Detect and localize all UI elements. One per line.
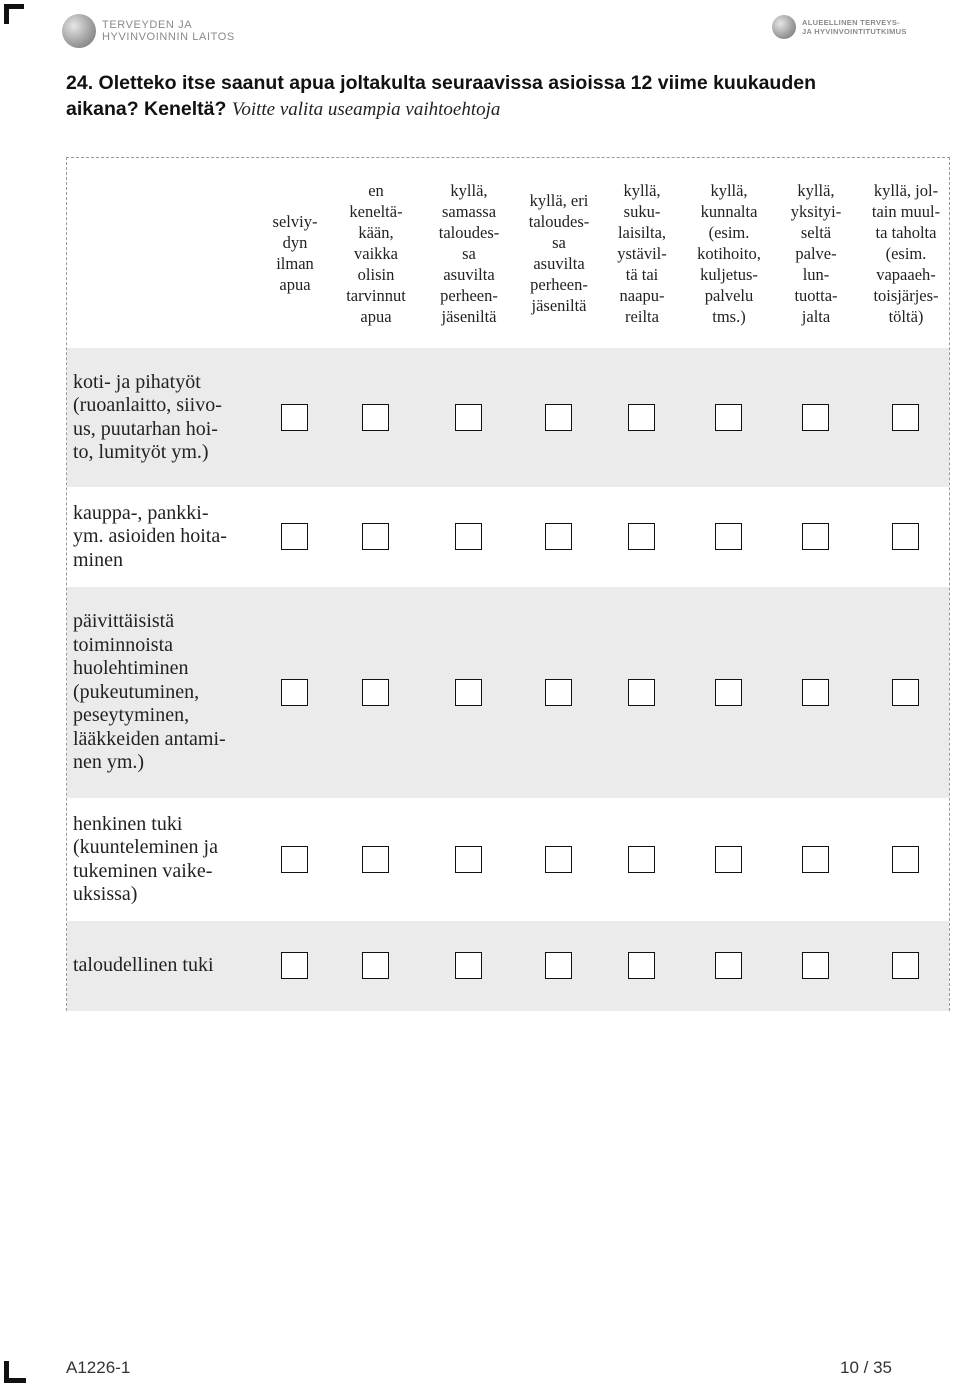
regional-logo-line1: ALUEELLINEN TERVEYS- xyxy=(802,18,900,27)
row-label-line: ym. asioiden hoita- xyxy=(73,525,227,548)
thl-logo-line1: TERVEYDEN JA xyxy=(102,19,193,31)
answer-checkbox[interactable] xyxy=(715,952,742,979)
column-header-line: kotihoito, xyxy=(697,243,761,263)
row-label-line: päivittäisistä xyxy=(73,610,175,633)
row-label xyxy=(73,348,222,487)
answer-checkbox[interactable] xyxy=(281,404,308,431)
column-header-line: suku- xyxy=(623,201,661,221)
column-header-line: olisin xyxy=(357,264,395,284)
column-header-line: kuljetus- xyxy=(700,264,758,284)
column-header-line: apua xyxy=(360,306,392,326)
answer-checkbox[interactable] xyxy=(892,523,919,550)
answer-checkbox[interactable] xyxy=(892,404,919,431)
row-label-line: henkinen tuki xyxy=(73,812,183,835)
column-header-line: tuotta- xyxy=(794,285,838,305)
row-label-line: to, lumityöt ym.) xyxy=(73,441,209,463)
column-header-line: tä tai xyxy=(625,264,659,284)
column-header-line: samassa xyxy=(441,201,497,221)
question-text-line1: Oletteko itse saanut apua joltakulta seuraavissa asioissa 12 viime kuukauden xyxy=(98,72,817,94)
column-header-line: tms.) xyxy=(712,306,746,326)
row-label-line: kauppa-, pankki- xyxy=(73,501,209,524)
globe-icon xyxy=(772,15,796,39)
column-header-3 xyxy=(439,158,499,348)
answer-grid xyxy=(66,157,950,1011)
answer-checkbox[interactable] xyxy=(545,523,572,550)
column-header-line: kyllä, xyxy=(450,180,488,200)
table-row xyxy=(67,921,949,1011)
row-label-line: tukeminen vaike- xyxy=(73,859,213,882)
row-label-line: (kuunteleminen ja xyxy=(73,836,218,858)
column-header-line: sa xyxy=(552,233,566,252)
answer-checkbox[interactable] xyxy=(281,846,308,873)
crop-mark-bottom-left xyxy=(4,1361,26,1383)
table-row xyxy=(67,348,949,487)
column-header-line: sa xyxy=(462,243,476,263)
answer-checkbox[interactable] xyxy=(545,952,572,979)
question-heading xyxy=(66,70,896,123)
column-header-line: vapaaeh- xyxy=(876,264,936,284)
column-header-line: lun- xyxy=(802,264,830,284)
answer-checkbox[interactable] xyxy=(362,952,389,979)
column-header-line: ystävil- xyxy=(617,243,667,263)
row-label-line: koti- ja pihatyöt xyxy=(73,370,201,393)
answer-checkbox[interactable] xyxy=(802,404,829,431)
answer-checkbox[interactable] xyxy=(545,404,572,431)
answer-checkbox[interactable] xyxy=(281,523,308,550)
answer-checkbox[interactable] xyxy=(802,846,829,873)
column-header-line: en xyxy=(368,180,384,200)
answer-checkbox[interactable] xyxy=(455,523,482,550)
column-header-line: naapu- xyxy=(619,285,665,305)
row-label xyxy=(73,487,227,587)
answer-checkbox[interactable] xyxy=(545,846,572,873)
page-number: 10 / 35 xyxy=(840,1358,892,1377)
answer-checkbox[interactable] xyxy=(455,404,482,431)
column-header-line: ilman xyxy=(276,254,314,273)
column-header-line: palvelu xyxy=(704,285,754,305)
globe-icon xyxy=(62,14,96,48)
answer-checkbox[interactable] xyxy=(281,679,308,706)
answer-checkbox[interactable] xyxy=(715,679,742,706)
table-row xyxy=(67,487,949,587)
answer-checkbox[interactable] xyxy=(455,679,482,706)
row-label-line: uksissa) xyxy=(73,883,138,905)
row-label-line: nen ym.) xyxy=(73,751,145,774)
column-header-line: tarvinnut xyxy=(346,285,406,305)
column-header-line: asuvilta xyxy=(533,254,585,273)
row-label-line: taloudellinen tuki xyxy=(73,954,214,977)
column-header-1 xyxy=(273,158,318,348)
row-label-line: toiminnoista xyxy=(73,633,173,656)
answer-checkbox[interactable] xyxy=(892,846,919,873)
answer-checkbox[interactable] xyxy=(455,952,482,979)
column-header-line: selviy- xyxy=(272,212,318,231)
column-header-4 xyxy=(529,158,589,348)
column-header-line: kyllä, jol- xyxy=(873,180,939,200)
row-label-line: (pukeutuminen, xyxy=(73,680,200,703)
column-header-2 xyxy=(346,158,406,348)
answer-checkbox[interactable] xyxy=(362,523,389,550)
column-header-line: keneltä- xyxy=(349,201,403,221)
row-label xyxy=(73,798,218,921)
answer-checkbox[interactable] xyxy=(545,679,572,706)
answer-checkbox[interactable] xyxy=(362,679,389,706)
column-header-line: jäseniltä xyxy=(441,306,497,326)
crop-mark-top-left xyxy=(4,4,24,24)
column-header-line: perheen- xyxy=(440,285,498,305)
column-header-line: dyn xyxy=(282,233,308,252)
answer-checkbox[interactable] xyxy=(628,523,655,550)
answer-checkbox[interactable] xyxy=(802,952,829,979)
column-header-line: toisjärjes- xyxy=(873,285,939,305)
column-header-line: töltä) xyxy=(888,306,924,326)
answer-checkbox[interactable] xyxy=(455,846,482,873)
column-header-line: kyllä, xyxy=(623,180,661,200)
row-label-line: peseytyminen, xyxy=(73,704,190,727)
regional-logo-line2: JA HYVINVOINTITUTKIMUS xyxy=(802,27,907,36)
answer-checkbox[interactable] xyxy=(802,523,829,550)
thl-logo xyxy=(62,14,235,48)
answer-checkbox[interactable] xyxy=(628,679,655,706)
answer-checkbox[interactable] xyxy=(628,952,655,979)
answer-checkbox[interactable] xyxy=(892,952,919,979)
row-label-line: huolehtiminen xyxy=(73,657,189,680)
column-header-line: kunnalta xyxy=(700,201,758,221)
answer-checkbox[interactable] xyxy=(715,846,742,873)
answer-checkbox[interactable] xyxy=(628,404,655,431)
column-header-6 xyxy=(697,158,761,348)
column-header-line: taloudes- xyxy=(438,222,500,242)
column-header-line: tain muul- xyxy=(871,201,941,221)
answer-checkbox[interactable] xyxy=(281,952,308,979)
column-header-line: kään, xyxy=(358,222,394,242)
table-row xyxy=(67,798,949,921)
column-header-line: jalta xyxy=(801,306,831,326)
answer-checkbox[interactable] xyxy=(892,679,919,706)
column-header-line: taloudes- xyxy=(528,212,590,231)
column-header-line: (esim. xyxy=(885,243,927,263)
column-header-line: kyllä, xyxy=(797,180,835,200)
column-header-line: (esim. xyxy=(708,222,750,242)
question-hint: Voitte valita useampia vaihtoehtoja xyxy=(231,99,501,120)
column-header-line: apua xyxy=(279,275,311,294)
column-header-8 xyxy=(872,158,940,348)
form-code: A1226-1 xyxy=(66,1358,131,1377)
column-header-5 xyxy=(617,158,667,348)
column-header-line: kyllä, xyxy=(710,180,748,200)
thl-logo-line2: HYVINVOINNIN LAITOS xyxy=(102,31,235,43)
table-row xyxy=(67,587,949,798)
row-label xyxy=(73,587,226,798)
row-label-line: lääkkeiden antami- xyxy=(73,727,226,750)
question-text-line2: aikana? Keneltä? xyxy=(66,98,227,120)
answer-checkbox[interactable] xyxy=(628,846,655,873)
regional-study-logo xyxy=(772,15,907,39)
column-header-line: asuvilta xyxy=(443,264,495,284)
answer-checkbox[interactable] xyxy=(715,523,742,550)
row-label xyxy=(73,921,214,1011)
column-header-line: jäseniltä xyxy=(531,296,587,315)
question-number: 24. xyxy=(66,72,94,94)
row-label-line: (ruoanlaitto, siivo- xyxy=(73,394,222,416)
column-header-line: seltä xyxy=(800,222,832,242)
row-label-line: minen xyxy=(73,548,123,571)
column-header-line: perheen- xyxy=(530,275,588,294)
column-header-line: ta taholta xyxy=(875,222,937,242)
answer-checkbox[interactable] xyxy=(715,404,742,431)
answer-checkbox[interactable] xyxy=(802,679,829,706)
column-header-line: palve- xyxy=(795,243,837,263)
column-header-line: yksityi- xyxy=(790,201,842,221)
column-header-line: kyllä, eri xyxy=(529,191,589,210)
column-header-line: laisilta, xyxy=(617,222,667,242)
answer-checkbox[interactable] xyxy=(362,404,389,431)
column-header-line: vaikka xyxy=(354,243,398,263)
column-header-7 xyxy=(791,158,841,348)
column-header-line: reilta xyxy=(625,306,659,326)
row-label-line: us, puutarhan hoi- xyxy=(73,417,218,440)
answer-checkbox[interactable] xyxy=(362,846,389,873)
